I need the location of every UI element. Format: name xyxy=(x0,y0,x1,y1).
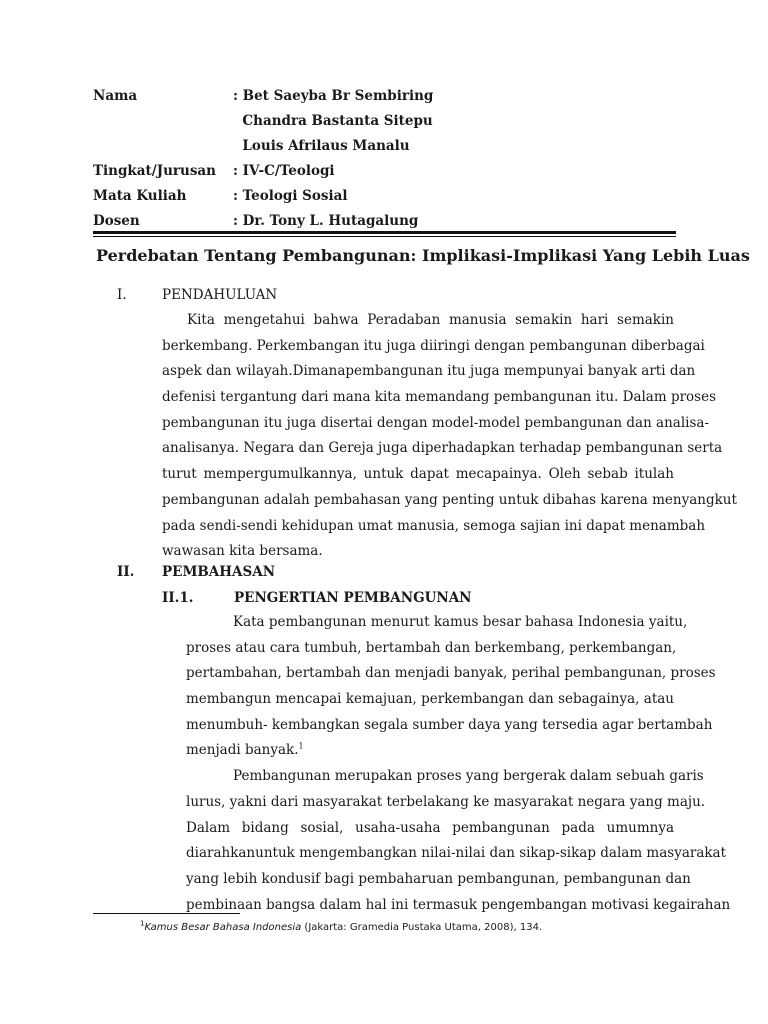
text-line: Kita mengetahui bahwa Peradaban manusia semakin hari semakin xyxy=(187,312,674,328)
text-line: pembinaan bangsa dalam hal ini termasuk pengembangan motivasi kegairahan xyxy=(186,896,731,913)
header-value: : Dr. Tony L. Hutagalung xyxy=(233,213,419,229)
text-line: aspek dan wilayah.Dimanapembangunan itu juga mempunyai banyak arti dan xyxy=(162,363,696,380)
header-label: Tingkat/Jurusan xyxy=(93,163,216,179)
section-number: I. xyxy=(117,287,127,303)
text-line: diarahkanuntuk mengembangkan nilai-nilai dan sikap-sikap dalam masyarakat xyxy=(186,845,727,862)
header-value: Chandra Bastanta Sitepu xyxy=(233,113,433,129)
footnote xyxy=(140,920,542,936)
header-row-dosen xyxy=(93,209,693,233)
section-heading: PEMBAHASAN xyxy=(162,564,276,580)
text-line: proses atau cara tumbuh, bertambah dan berkembang, perkembangan, xyxy=(186,639,677,656)
intro-paragraph xyxy=(162,308,737,565)
footnote-citation: (Jakarta: Gramedia Pustaka Utama, 2008), 134. xyxy=(301,922,543,933)
text-line: Dalam bidang sosial, usaha-usaha pembangunan pada umumnya xyxy=(186,819,674,836)
text-line: berkembang. Perkembangan itu juga diiringi dengan pembangunan diberbagai xyxy=(162,337,705,354)
text-line: Pembangunan merupakan proses yang bergerak dalam sebuah garis xyxy=(233,768,704,785)
text-line: turut mempergumulkannya, untuk dapat mecapainya. Oleh sebab itulah xyxy=(162,466,674,483)
text-line-with-ref xyxy=(186,738,674,764)
header-label: Nama xyxy=(93,88,138,104)
header-value: : Bet Saeyba Br Sembiring xyxy=(233,88,434,104)
header-row-nama xyxy=(93,84,693,108)
section-number: II. xyxy=(117,564,135,580)
section-heading: PENDAHULUAN xyxy=(162,287,278,303)
footnote-separator xyxy=(93,913,240,914)
text-line: pembangunan adalah pembahasan yang penting untuk dibahas karena menyangkut xyxy=(162,491,737,508)
header-divider-thick xyxy=(93,231,676,234)
text-line: pada sendi-sendi kehidupan umat manusia, semoga sajian ini dapat menambah xyxy=(162,517,706,534)
text-line: pembangunan itu juga disertai dengan model-model pembangunan dan analisa- xyxy=(162,414,710,431)
header-value: : Teologi Sosial xyxy=(233,188,348,204)
header-value: : IV-C/Teologi xyxy=(233,163,335,179)
header-divider-thin xyxy=(93,236,676,237)
header-row-tingkat xyxy=(93,159,693,183)
header-row-nama-2 xyxy=(93,109,693,133)
definition-paragraph xyxy=(186,610,731,918)
text-fragment: menjadi banyak. xyxy=(186,742,299,759)
footnote-reference[interactable]: 1 xyxy=(298,741,304,751)
text-line: defenisi tergantung dari mana kita memandang pembangunan itu. Dalam proses xyxy=(162,389,717,406)
document-title: Perdebatan Tentang Pembangunan: Implikasi-Implikasi Yang Lebih Luas xyxy=(96,246,750,265)
text-line: analisanya. Negara dan Gereja juga diperhadapkan terhadap pembangunan serta xyxy=(162,440,723,457)
footnote-book-title: Kamus Besar Bahasa Indonesia xyxy=(144,922,302,933)
text-line: Kata pembangunan menurut kamus besar bahasa Indonesia yaitu, xyxy=(233,614,688,630)
footnote-number: 1 xyxy=(140,919,145,928)
subsection-heading: PENGERTIAN PEMBANGUNAN xyxy=(234,590,472,606)
text-line: menumbuh- kembangkan segala sumber daya yang tersedia agar bertambah xyxy=(186,716,713,733)
text-line: yang lebih kondusif bagi pembaharuan pembangunan, pembangunan dan xyxy=(186,870,691,887)
header-label: Mata Kuliah xyxy=(93,188,187,204)
text-line: wawasan kita bersama. xyxy=(162,543,323,560)
text-line: lurus, yakni dari masyarakat terbelakang ke masyarakat negara yang maju. xyxy=(186,793,706,810)
text-line: membangun mencapai kemajuan, perkembangan dan sebagainya, atau xyxy=(186,691,674,708)
header-value: Louis Afrilaus Manalu xyxy=(233,138,410,154)
header-row-mata-kuliah xyxy=(93,184,693,208)
header-label: Dosen xyxy=(93,213,140,229)
subsection-number: II.1. xyxy=(162,590,194,606)
header-row-nama-3 xyxy=(93,134,693,158)
text-line: pertambahan, bertambah dan menjadi banyak, perihal pembangunan, proses xyxy=(186,665,716,682)
